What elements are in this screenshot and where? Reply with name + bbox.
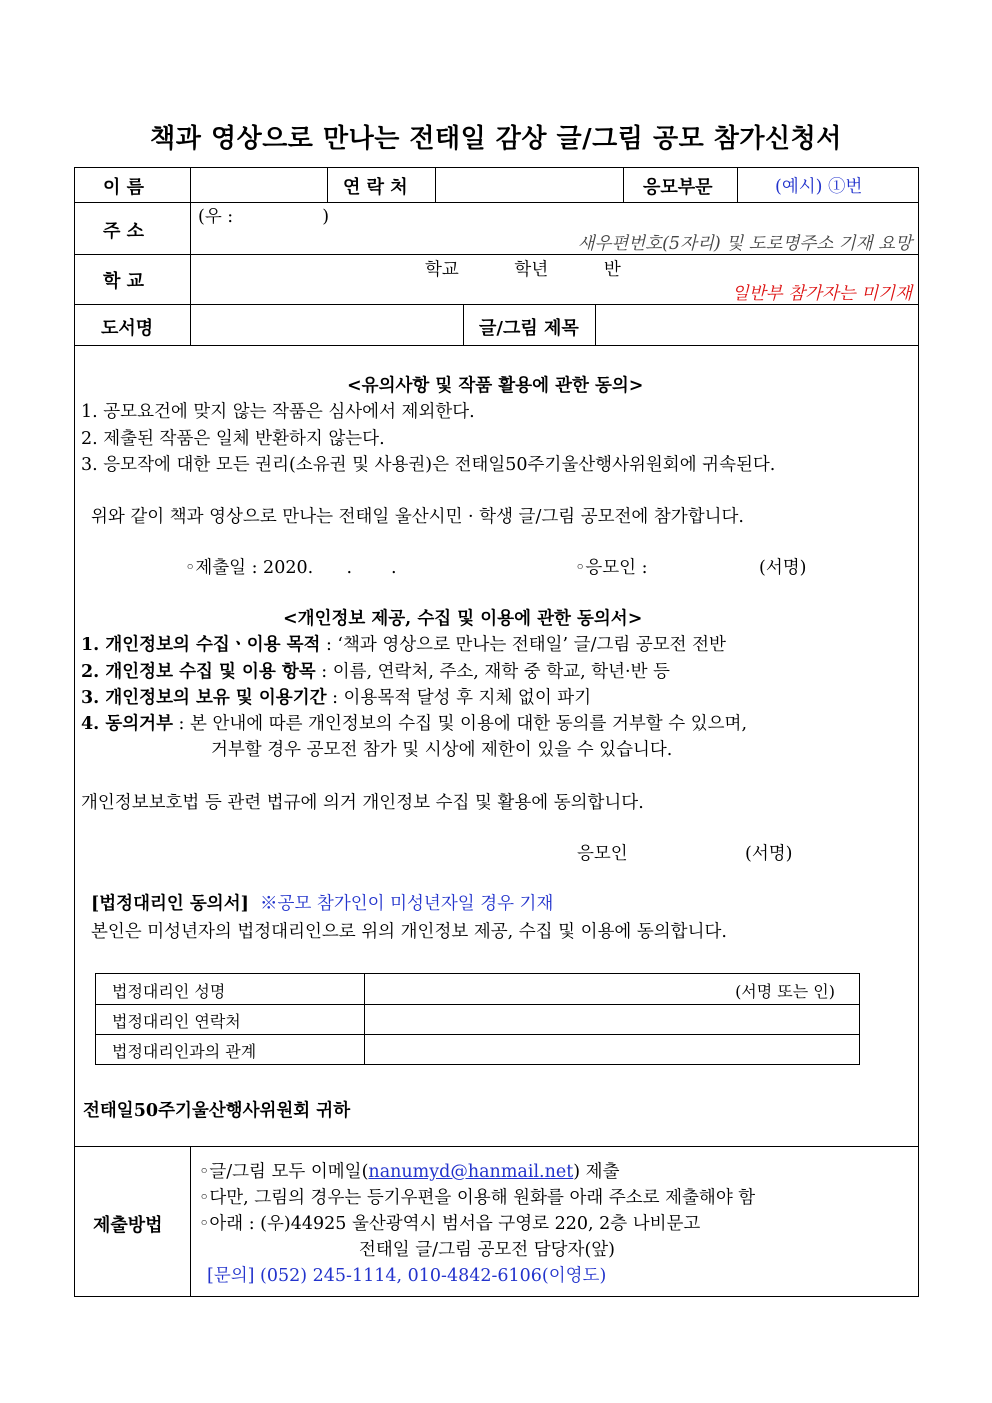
addressee: 전태일50주기울산행사위원회 귀하 bbox=[83, 1101, 351, 1121]
submission-text: ) 제출 bbox=[573, 1162, 620, 1182]
submission-line: ◦아래 : (우)44925 울산광역시 범서읍 구영로 220, 2층 나비문고 bbox=[199, 1214, 701, 1234]
col-divider bbox=[190, 1146, 191, 1297]
contact-label: 연 락 처 bbox=[343, 177, 408, 198]
col-divider bbox=[327, 168, 328, 202]
name-label: 이 름 bbox=[103, 177, 145, 198]
submission-line: 전태일 글/그림 공모전 담당자(앞) bbox=[359, 1240, 616, 1260]
privacy-item bbox=[81, 684, 591, 709]
privacy-item-label: 2. 개인정보 수집 및 이용 항목 bbox=[81, 662, 316, 682]
guardian-heading: [법정대리인 동의서] bbox=[91, 894, 249, 914]
privacy-item bbox=[81, 710, 747, 735]
guardian-note: ※공모 참가인이 미성년자일 경우 기재 bbox=[260, 894, 554, 914]
submit-date[interactable]: ◦제출일 : 2020. . . bbox=[185, 558, 397, 578]
email-link[interactable]: nanumyd@hanmail.net bbox=[368, 1162, 574, 1182]
category-value[interactable]: (예시) ①번 bbox=[775, 177, 863, 197]
contact-field[interactable] bbox=[436, 169, 622, 201]
privacy-item bbox=[81, 658, 670, 683]
privacy-item-label: 4. 동의거부 bbox=[81, 714, 173, 734]
submission-label: 제출방법 bbox=[93, 1215, 163, 1236]
school-label: 학 교 bbox=[103, 271, 145, 292]
col-divider bbox=[737, 168, 738, 202]
privacy-heading: <개인정보 제공, 수집 및 이용에 관한 동의서> bbox=[283, 609, 643, 629]
col-divider bbox=[463, 304, 464, 345]
application-form bbox=[74, 167, 919, 1297]
notice-item: 1. 공모요건에 맞지 않는 작품은 심사에서 제외한다. bbox=[81, 402, 475, 422]
guardian-statement: 본인은 미성년자의 법정대리인으로 위의 개인정보 제공, 수집 및 이용에 동의합니다. bbox=[91, 922, 727, 942]
notice-item: 2. 제출된 작품은 일체 반환하지 않는다. bbox=[81, 429, 385, 449]
privacy-item-text: : 본 안내에 따른 개인정보의 수집 및 이용에 대한 동의를 거부할 수 있으며, bbox=[172, 714, 748, 734]
school-fields[interactable]: 학교 학년 반 bbox=[425, 260, 621, 280]
guardian-contact-label: 법정대리인 연락처 bbox=[112, 1012, 241, 1031]
work-title-label: 글/그림 제목 bbox=[479, 318, 579, 339]
submission-line: ◦다만, 그림의 경우는 등기우편을 이용해 원화를 아래 주소로 제출해야 함 bbox=[199, 1188, 756, 1208]
applicant-sign[interactable]: (서명) bbox=[759, 558, 807, 578]
privacy-item-text: : 이름, 연락처, 주소, 재학 중 학교, 학년·반 등 bbox=[315, 662, 670, 682]
guardian-sign[interactable]: (서명 또는 인) bbox=[735, 982, 835, 1001]
privacy-item bbox=[81, 631, 726, 656]
privacy-item-label: 1. 개인정보의 수집ㆍ이용 목적 bbox=[81, 635, 321, 655]
col-divider bbox=[623, 168, 624, 202]
row-divider bbox=[75, 345, 918, 346]
book-label: 도서명 bbox=[101, 318, 154, 339]
privacy-item-continued: 거부할 경우 공모전 참가 및 시상에 제한이 있을 수 있습니다. bbox=[211, 740, 673, 760]
name-field[interactable] bbox=[191, 169, 326, 201]
address-postal[interactable]: (우 : ) bbox=[198, 207, 330, 227]
book-field[interactable] bbox=[191, 305, 462, 344]
privacy-applicant-label: 응모인 bbox=[577, 844, 628, 864]
participation-statement: 위와 같이 책과 영상으로 만나는 전태일 울산시민 · 학생 글/그림 공모전에 참가합니다. bbox=[91, 507, 744, 527]
guardian-table bbox=[95, 973, 860, 1065]
category-label: 응모부문 bbox=[643, 177, 713, 198]
guardian-relation-field[interactable] bbox=[365, 1035, 859, 1063]
privacy-item-label: 3. 개인정보의 보유 및 이용기간 bbox=[81, 688, 327, 708]
submission-line bbox=[199, 1158, 619, 1183]
inquiry-line: [문의] (052) 245-1114, 010-4842-6106(이영도) bbox=[207, 1266, 607, 1286]
address-note: 새우편번호(5자리) 및 도로명주소 기재 요망 bbox=[577, 234, 912, 254]
guardian-relation-label: 법정대리인과의 관계 bbox=[112, 1042, 257, 1061]
privacy-item-text: : ‘책과 영상으로 만나는 전태일’ 글/그림 공모전 전반 bbox=[320, 635, 726, 655]
row-divider bbox=[75, 1146, 918, 1147]
guardian-name-label: 법정대리인 성명 bbox=[112, 982, 226, 1001]
privacy-applicant-sign[interactable]: (서명) bbox=[745, 844, 793, 864]
school-note: 일반부 참가자는 미기재 bbox=[731, 284, 912, 304]
notice-heading: <유의사항 및 작품 활용에 관한 동의> bbox=[347, 376, 644, 396]
work-title-field[interactable] bbox=[596, 305, 916, 344]
privacy-item-text: : 이용목적 달성 후 지체 없이 파기 bbox=[326, 688, 592, 708]
applicant-label: ◦응모인 : bbox=[575, 558, 648, 578]
form-title: 책과 영상으로 만나는 전태일 감상 글/그림 공모 참가신청서 bbox=[150, 124, 842, 154]
guardian-heading-line bbox=[91, 890, 553, 915]
address-label: 주 소 bbox=[103, 221, 145, 242]
guardian-contact-field[interactable] bbox=[365, 1005, 859, 1033]
submission-text: ◦글/그림 모두 이메일( bbox=[199, 1162, 369, 1182]
notice-item: 3. 응모작에 대한 모든 권리(소유권 및 사용권)은 전태일50주기울산행사위원회에 귀속된다. bbox=[81, 455, 776, 475]
privacy-agree-statement: 개인정보보호법 등 관련 법규에 의거 개인정보 수집 및 활용에 동의합니다. bbox=[81, 793, 644, 813]
